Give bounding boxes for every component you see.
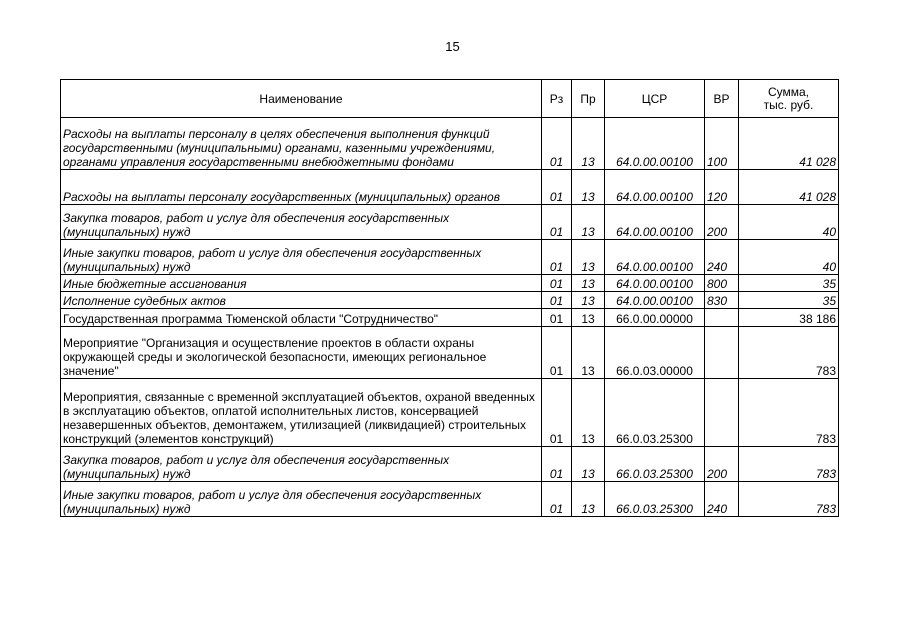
row-vr: 200 [705,205,739,240]
row-rz: 01 [542,240,572,275]
row-vr: 200 [705,447,739,482]
page-number: 15 [445,39,460,54]
row-vr: 120 [705,170,739,205]
row-csr: 66.0.00.00000 [605,309,705,327]
header-sum-line2: тыс. руб. [763,97,814,112]
row-name: Мероприятия, связанные с временной эксплуатацией объектов, охраной введенных в эксплуатацию объектов, оплатой исполнительных листов, консервацией незавершенных объектов, демонтажем, утилизацией (ликвидацией) строительных конструкций (элементов конструкций) [61,379,542,447]
row-vr [705,379,739,447]
row-pr: 13 [572,240,605,275]
row-vr: 240 [705,240,739,275]
row-csr: 66.0.03.25300 [605,379,705,447]
row-name: Исполнение судебных актов [61,292,542,309]
header-pr: Пр [572,80,605,118]
row-pr: 13 [572,275,605,292]
row-sum: 783 [739,327,839,379]
row-rz: 01 [542,170,572,205]
row-pr: 13 [572,327,605,379]
table-row [61,205,839,240]
row-name: Закупка товаров, работ и услуг для обеспечения государственных (муниципальных) нужд [61,447,542,482]
budget-table [60,79,839,517]
row-vr [705,309,739,327]
header-sum [739,80,839,118]
row-sum: 783 [739,482,839,517]
header-vr: ВР [705,80,739,118]
row-name: Иные бюджетные ассигнования [61,275,542,292]
header-sum-line1: Сумма, [767,84,810,99]
row-pr: 13 [572,118,605,170]
row-csr: 66.0.03.25300 [605,482,705,517]
row-vr: 830 [705,292,739,309]
row-name: Расходы на выплаты персоналу в целях обеспечения выполнения функций государственными (муниципальными) органами, казенными учреждениями, органами управления государственными внебюджетными фондами [61,118,542,170]
row-csr: 64.0.00.00100 [605,118,705,170]
row-sum: 38 186 [739,309,839,327]
row-sum: 41 028 [739,118,839,170]
row-vr: 800 [705,275,739,292]
row-name: Закупка товаров, работ и услуг для обеспечения государственных (муниципальных) нужд [61,205,542,240]
table-row [61,447,839,482]
row-sum: 40 [739,240,839,275]
row-vr [705,327,739,379]
table-header-row [61,80,839,118]
table-row [61,379,839,447]
row-rz: 01 [542,118,572,170]
row-rz: 01 [542,447,572,482]
row-rz: 01 [542,327,572,379]
table-row [61,309,839,327]
table-row [61,170,839,205]
row-rz: 01 [542,309,572,327]
row-csr: 64.0.00.00100 [605,292,705,309]
row-name: Мероприятие "Организация и осуществление проектов в области охраны окружающей среды и экологической безопасности, имеющих региональное значение" [61,327,542,379]
table-row [61,327,839,379]
row-vr: 100 [705,118,739,170]
table-row [61,482,839,517]
table-row [61,292,839,309]
row-sum: 35 [739,292,839,309]
row-csr: 64.0.00.00100 [605,170,705,205]
row-rz: 01 [542,379,572,447]
row-sum: 783 [739,379,839,447]
row-pr: 13 [572,292,605,309]
row-pr: 13 [572,309,605,327]
row-pr: 13 [572,170,605,205]
row-csr: 64.0.00.00100 [605,275,705,292]
row-pr: 13 [572,205,605,240]
row-vr: 240 [705,482,739,517]
row-rz: 01 [542,482,572,517]
row-sum: 40 [739,205,839,240]
row-pr: 13 [572,447,605,482]
row-csr: 64.0.00.00100 [605,240,705,275]
table-row [61,275,839,292]
row-pr: 13 [572,379,605,447]
table-row [61,118,839,170]
row-csr: 66.0.03.00000 [605,327,705,379]
row-sum: 783 [739,447,839,482]
row-name: Иные закупки товаров, работ и услуг для обеспечения государственных (муниципальных) нужд [61,240,542,275]
row-csr: 66.0.03.25300 [605,447,705,482]
header-name: Наименование [61,80,542,118]
header-csr: ЦСР [605,80,705,118]
row-sum: 35 [739,275,839,292]
row-pr: 13 [572,482,605,517]
row-csr: 64.0.00.00100 [605,205,705,240]
row-rz: 01 [542,205,572,240]
row-name: Иные закупки товаров, работ и услуг для обеспечения государственных (муниципальных) нужд [61,482,542,517]
header-rz: Рз [542,80,572,118]
row-name: Расходы на выплаты персоналу государственных (муниципальных) органов [61,170,542,205]
row-name: Государственная программа Тюменской области "Сотрудничество" [61,309,542,327]
table-row [61,240,839,275]
row-sum: 41 028 [739,170,839,205]
row-rz: 01 [542,292,572,309]
row-rz: 01 [542,275,572,292]
